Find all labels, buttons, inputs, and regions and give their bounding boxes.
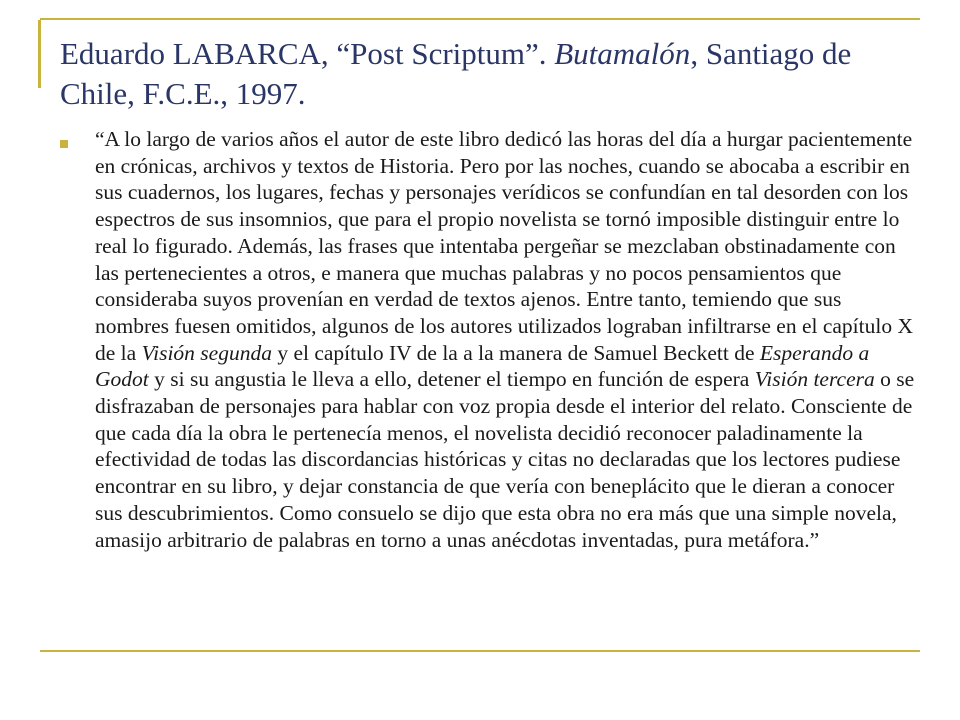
quote-segment-4: o se disfrazaban de personajes para hablar con voz propia desde el interior del relato. Consciente de que cada día la obra le pertenecía menos, el novelista decidió reconocer paladinamente la efectividad de todas las discordancias históricas y citas no declaradas que los lectores pudiese encontrar en su libro, y dejar constancia de que vería con beneplácito que le dieran a conocer sus descubrimientos. Como consuelo se dijo que esta obra no era más que una simple novela, amasijo arbitrario de palabras en torno a unas anécdotas inventadas, pura metáfora.” bbox=[95, 367, 915, 552]
quote-italic-vision-segunda: Visión segunda bbox=[141, 340, 272, 365]
quote-segment-2: y el capítulo IV de la a la manera de Samuel Beckett de bbox=[271, 340, 760, 365]
quote-segment-3: y si su angustia le lleva a ello, detener el tiempo en función de espera bbox=[148, 367, 755, 392]
title-accent-bar bbox=[38, 20, 41, 88]
title-author-part: Eduardo LABARCA, “Post Scriptum”. bbox=[60, 36, 555, 71]
bottom-accent-line bbox=[40, 650, 920, 652]
quote-italic-vision-tercera: Visión tercera bbox=[754, 367, 875, 392]
quote-paragraph bbox=[95, 126, 920, 553]
top-accent-line bbox=[40, 18, 920, 20]
title-book-italic: Butamalón bbox=[554, 36, 691, 71]
quote-segment-1: “A lo largo de varios años el autor de este libro dedicó las horas del día a hurgar pacientemente en crónicas, archivos y textos de Historia. Pero por las noches, cuando se abocaba a escribir en sus cuadernos, los lugares, fechas y personajes verídicos se confundían en tal desorden con los espectros de sus insomnios, que para el propio novelista se tornó imposible distinguir entre lo real lo figurado. Además, las frases que intentaba pergeñar se mezclaban obstinadamente con las pertenecientes a otros, e manera que muchas palabras y no pocos pensamientos que consideraba suyos provenían en verdad de textos ajenos. Entre tanto, temiendo que sus nombres fuesen omitidos, algunos de los autores utilizados lograban infiltrarse en el capítulo X de la bbox=[95, 127, 913, 365]
slide-title bbox=[60, 34, 920, 114]
bullet-square-icon bbox=[60, 140, 68, 148]
quote-italic-esperando-a-godot: Esperando a Godot bbox=[95, 340, 870, 392]
title-publication-part: , Santiago de Chile, F.C.E., 1997. bbox=[60, 36, 852, 111]
